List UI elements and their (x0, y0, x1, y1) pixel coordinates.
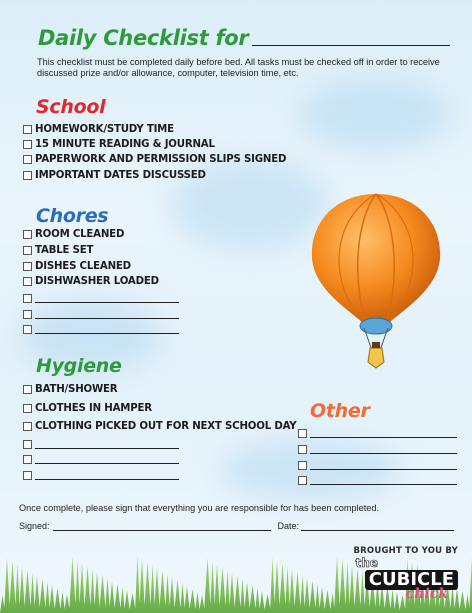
checklist-item[interactable] (23, 169, 206, 181)
checklist-item[interactable] (23, 153, 286, 165)
brand-cubicle: CUBICLE (365, 570, 458, 590)
checklist-item[interactable] (23, 275, 159, 287)
signature-row (19, 521, 454, 531)
cloud-3 (300, 80, 450, 150)
checkbox-icon[interactable] (23, 385, 32, 394)
checkbox-icon[interactable] (298, 461, 307, 470)
name-blank-line[interactable] (252, 45, 450, 46)
checkbox-icon[interactable] (23, 262, 32, 271)
blank-line[interactable] (35, 455, 179, 464)
checkbox-icon[interactable] (23, 310, 32, 319)
item-label: PAPERWORK AND PERMISSION SLIPS SIGNED (35, 153, 287, 165)
hygiene-heading: Hygiene (36, 355, 122, 377)
checkbox-icon[interactable] (23, 325, 32, 334)
checkbox-icon[interactable] (23, 171, 32, 180)
blank-checklist-item[interactable] (23, 308, 179, 320)
blank-checklist-item[interactable] (298, 474, 457, 486)
page-title: Daily Checklist for (38, 26, 249, 50)
checkbox-icon[interactable] (298, 445, 307, 454)
blank-checklist-item[interactable] (298, 443, 457, 455)
blank-line[interactable] (310, 445, 457, 454)
checkbox-icon[interactable] (23, 140, 32, 149)
item-label: HOMEWORK/STUDY TIME (35, 123, 174, 135)
checkbox-icon[interactable] (298, 429, 307, 438)
item-label: BATH/SHOWER (35, 383, 118, 395)
blank-checklist-item[interactable] (23, 292, 179, 304)
checkbox-icon[interactable] (23, 125, 32, 134)
blank-line[interactable] (35, 310, 179, 319)
school-heading: School (36, 96, 106, 118)
item-label: IMPORTANT DATES DISCUSSED (35, 169, 206, 181)
blank-checklist-item[interactable] (23, 323, 179, 335)
blank-line[interactable] (35, 325, 179, 334)
blank-line[interactable] (310, 461, 457, 470)
intro-text: This checklist must be completed daily before bed. All tasks must be checked off in order to receive discussed prize and/or allowance, computer, television time, etc. (37, 57, 440, 78)
chores-heading: Chores (36, 205, 109, 227)
signature-line[interactable] (53, 521, 271, 531)
title-row (38, 26, 450, 50)
signed-label: Signed: (19, 521, 50, 531)
checklist-item[interactable] (23, 402, 152, 414)
checkbox-icon[interactable] (298, 476, 307, 485)
other-heading: Other (310, 400, 370, 422)
blank-checklist-item[interactable] (23, 438, 179, 450)
completion-note: Once complete, please sign that everything you are responsible for has been completed. (19, 503, 380, 513)
brand-logo (354, 546, 459, 602)
checkbox-icon[interactable] (23, 404, 32, 413)
checkbox-icon[interactable] (23, 230, 32, 239)
item-label: TABLE SET (35, 244, 94, 256)
item-label: DISHWASHER LOADED (35, 275, 159, 287)
checkbox-icon[interactable] (23, 422, 32, 431)
date-label: Date: (277, 521, 300, 531)
checklist-item[interactable] (23, 383, 117, 395)
checklist-item[interactable] (23, 244, 93, 256)
checkbox-icon[interactable] (23, 277, 32, 286)
checkbox-icon[interactable] (23, 294, 32, 303)
item-label: ROOM CLEANED (35, 228, 125, 240)
blank-checklist-item[interactable] (23, 469, 179, 481)
item-label: CLOTHES IN HAMPER (35, 402, 152, 414)
blank-checklist-item[interactable] (298, 427, 457, 439)
checklist-item[interactable] (23, 228, 124, 240)
blank-line[interactable] (35, 471, 179, 480)
checklist-item[interactable] (23, 260, 131, 272)
blank-line[interactable] (310, 429, 457, 438)
date-line[interactable] (301, 521, 454, 531)
blank-line[interactable] (35, 440, 179, 449)
checkbox-icon[interactable] (23, 471, 32, 480)
blank-line[interactable] (35, 294, 179, 303)
item-label: 15 MINUTE READING & JOURNAL (35, 138, 215, 150)
checklist-item[interactable] (23, 420, 296, 432)
checkbox-icon[interactable] (23, 440, 32, 449)
brand-chick: chick (405, 586, 448, 602)
item-label: DISHES CLEANED (35, 260, 131, 272)
blank-line[interactable] (310, 476, 457, 485)
checkbox-icon[interactable] (23, 246, 32, 255)
checklist-item[interactable] (23, 123, 174, 135)
checklist-item[interactable] (23, 138, 215, 150)
brand-the: the (355, 556, 378, 570)
item-label: CLOTHING PICKED OUT FOR NEXT SCHOOL DAY (35, 420, 297, 432)
blank-checklist-item[interactable] (23, 453, 179, 465)
checkbox-icon[interactable] (23, 455, 32, 464)
blank-checklist-item[interactable] (298, 459, 457, 471)
brought-by-text: BROUGHT TO YOU BY (353, 546, 458, 556)
hot-air-balloon-icon (306, 190, 446, 380)
checkbox-icon[interactable] (23, 155, 32, 164)
